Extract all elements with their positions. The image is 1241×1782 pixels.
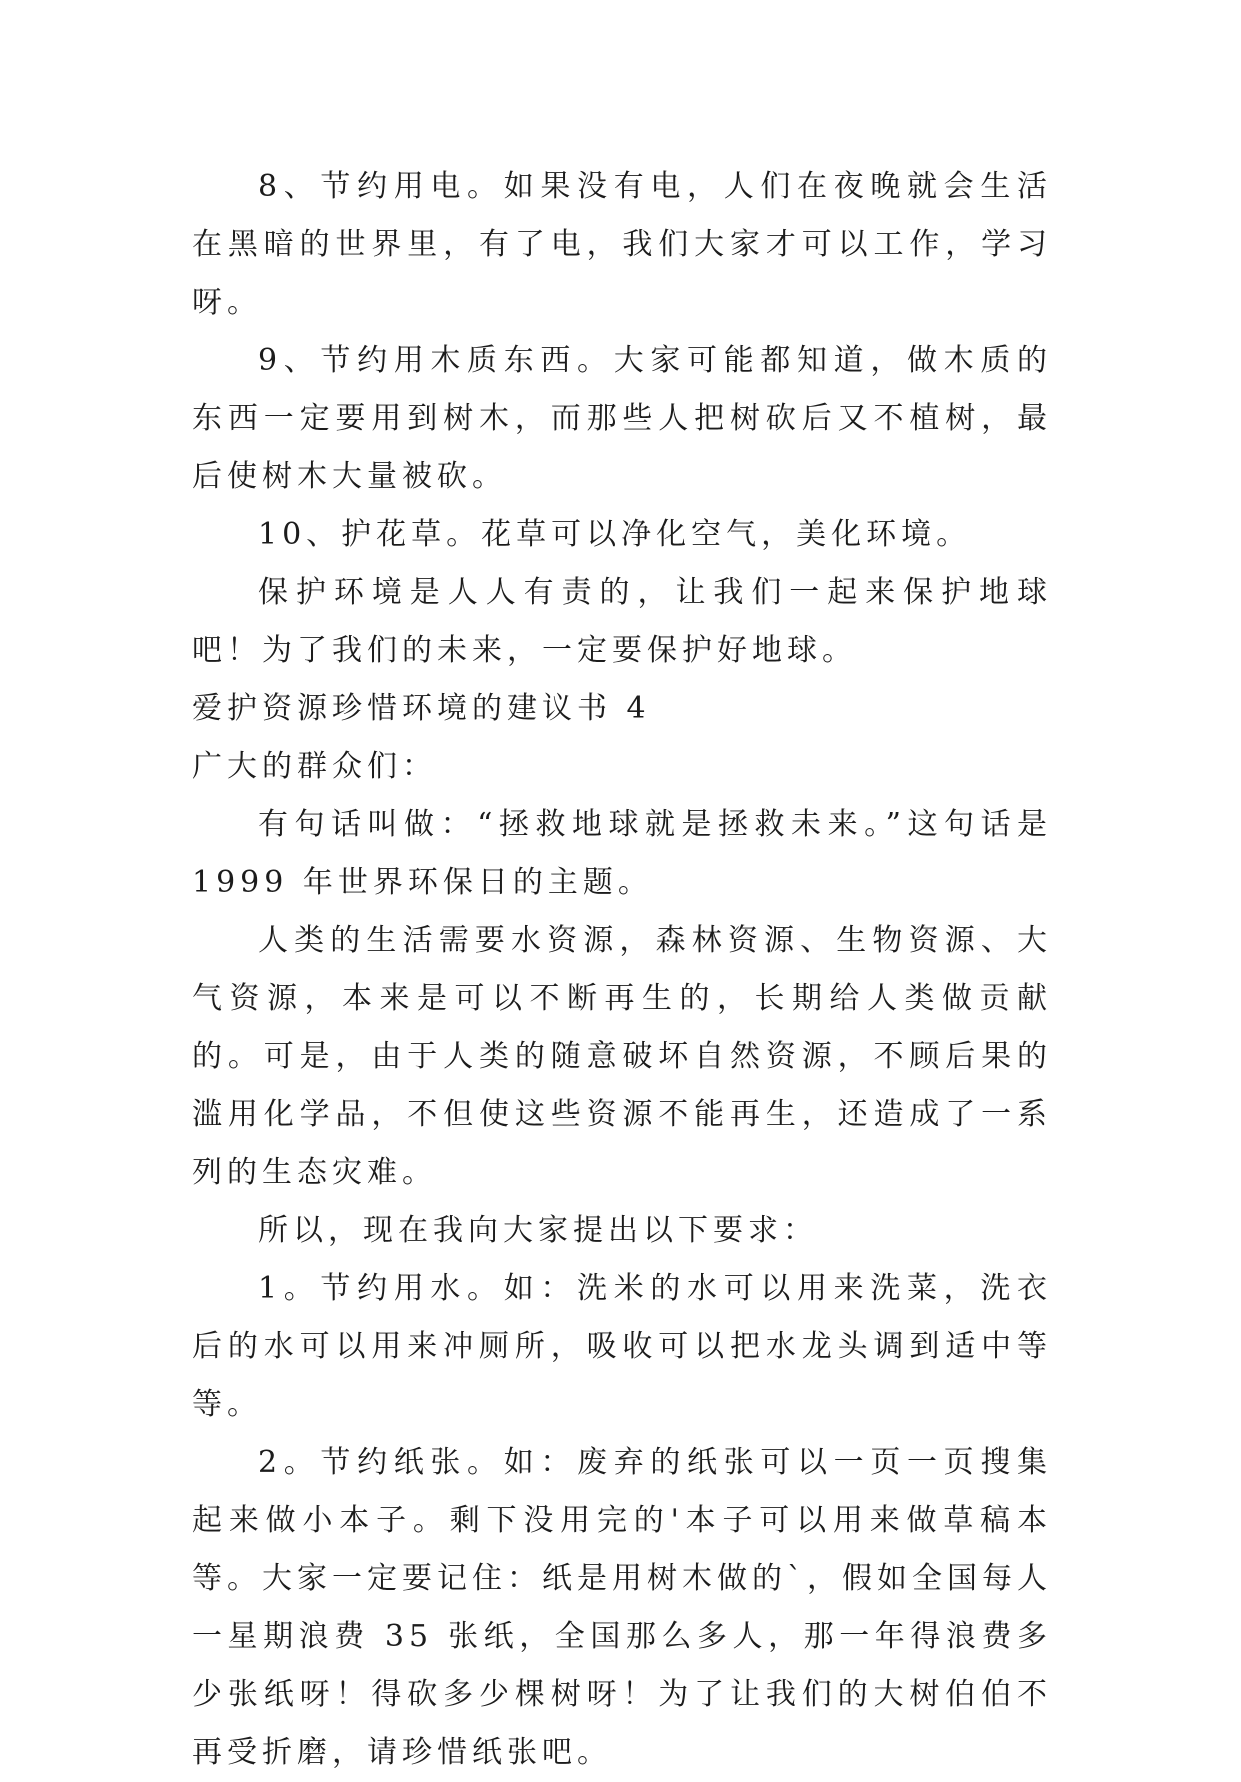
paragraph-protect-plants: 10、护花草。花草可以净化空气，美化环境。 <box>258 517 972 552</box>
paragraph-save-wood: 9、节约用木质东西。大家可能都知道，做木质的东西一定要用到树木，而那些人把树砍后又不植树，最后使树木大量被砍。 <box>192 343 1052 494</box>
paragraph-requests-intro: 所以，现在我向大家提出以下要求： <box>258 1213 818 1248</box>
document-body <box>192 158 1052 1782</box>
paragraph-conclusion: 保护环境是人人有责的，让我们一起来保护地球吧！为了我们的未来，一定要保护好地球。 <box>192 575 1052 668</box>
paragraph-save-paper: 2。节约纸张。如：废弃的纸张可以一页一页搜集起来做小本子。剩下没用完的'本子可以用来做草稿本等。大家一定要记住：纸是用树木做的`，假如全国每人一星期浪费 35 张纸，全国那么多人，那一年得浪费多少张纸呀！得砍多少棵树呀！为了让我们的大树伯伯不再受折磨，请珍惜纸张吧。 <box>192 1445 1052 1770</box>
section-heading: 爱护资源珍惜环境的建议书 4 <box>192 691 651 726</box>
paragraph-save-electricity: 8、节约用电。如果没有电，人们在夜晚就会生活在黑暗的世界里，有了电，我们大家才可以工作，学习呀。 <box>192 169 1052 320</box>
paragraph-quote: 有句话叫做：“拯救地球就是拯救未来。”这句话是 1999 年世界环保日的主题。 <box>192 807 1052 900</box>
paragraph-save-water: 1。节约用水。如：洗米的水可以用来洗菜，洗衣后的水可以用来冲厕所，吸收可以把水龙头调到适中等等。 <box>192 1271 1052 1422</box>
salutation: 广大的群众们： <box>192 749 437 784</box>
paragraph-resources: 人类的生活需要水资源，森林资源、生物资源、大气资源，本来是可以不断再生的，长期给人类做贡献的。可是，由于人类的随意破坏自然资源，不顾后果的滥用化学品，不但使这些资源不能再生，还造成了一系列的生态灾难。 <box>192 923 1052 1190</box>
